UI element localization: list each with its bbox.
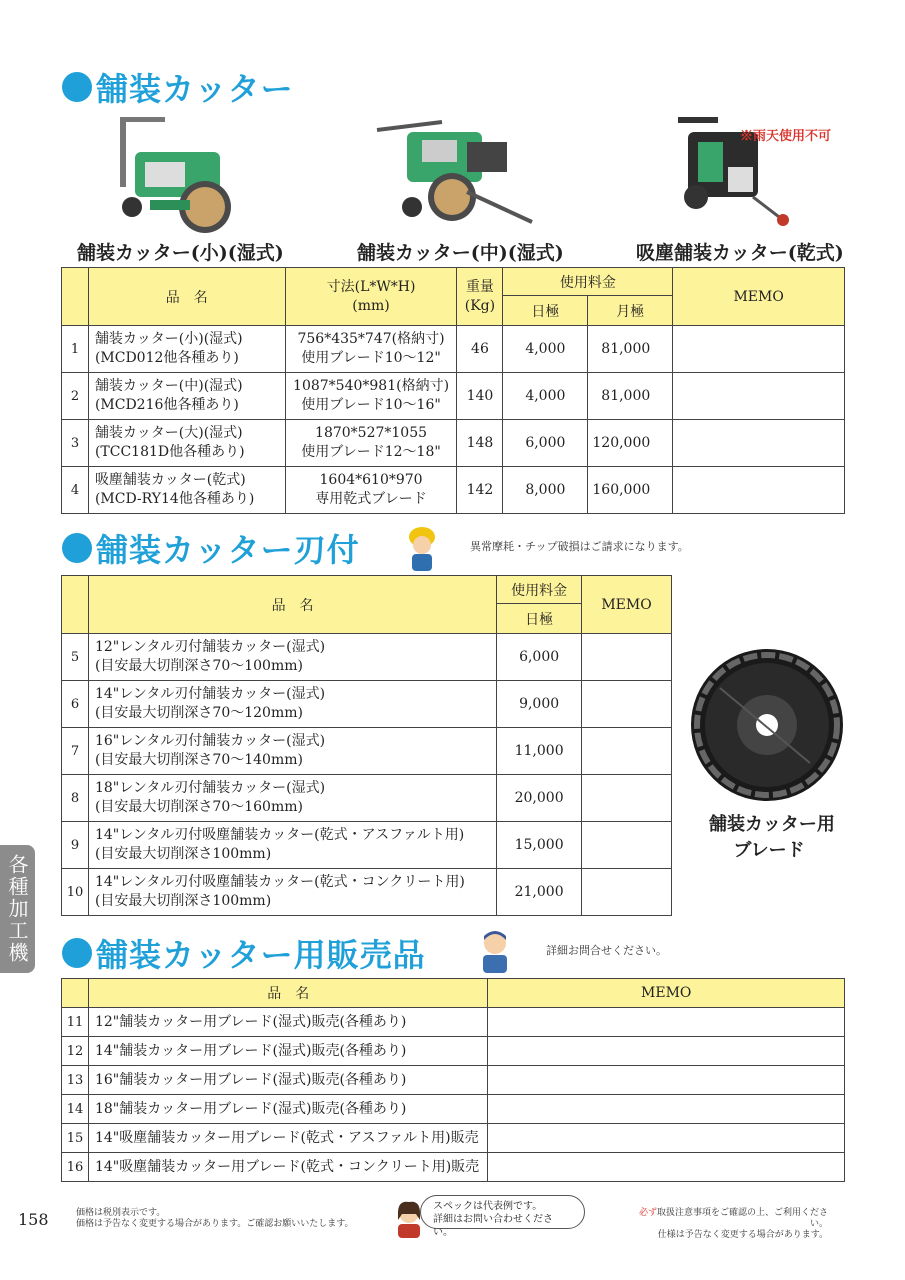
section-title-paving-cutter: 舗装カッター — [62, 64, 294, 110]
paving-cutter-table — [61, 267, 845, 514]
table-row: 9 14"レンタル刃付吸塵舗装カッター(乾式・アスファルト用) (目安最大切削深さ100mm) 15,000 — [62, 822, 672, 869]
table-row: 16 14"吸塵舗装カッター用ブレード(乾式・コンクリート用)販売 — [62, 1153, 845, 1182]
table-row: 14 18"舗装カッター用ブレード(湿式)販売(各種あり) — [62, 1095, 845, 1124]
bullet-icon — [62, 72, 92, 102]
bullet-icon — [62, 533, 92, 563]
header-memo: MEMO — [488, 979, 845, 1008]
table-row: 11 12"舗装カッター用ブレード(湿式)販売(各種あり) — [62, 1008, 845, 1037]
header-memo: MEMO — [582, 576, 672, 634]
header-weight: 重量 (Kg) — [457, 268, 503, 326]
table-row: 5 12"レンタル刃付舗装カッター(湿式) (目安最大切削深さ70～100mm) 6,000 — [62, 634, 672, 681]
side-tab-processing-machines[interactable]: 各種加工機 — [0, 845, 35, 973]
caption-small-cutter: 舗装カッター(小)(湿式) — [77, 242, 284, 264]
table-row: 10 14"レンタル刃付吸塵舗装カッター(乾式・コンクリート用) (目安最大切削深さ100mm) 21,000 — [62, 869, 672, 916]
table-row: 7 16"レンタル刃付舗装カッター(湿式) (目安最大切削深さ70～140mm) 11,000 — [62, 728, 672, 775]
header-daily: 日極 — [503, 296, 588, 326]
header-fee: 使用料金 — [503, 268, 673, 296]
table-row: 2 舗装カッター(中)(湿式) (MCD216他各種あり) 1087*540*981(格納寸) 使用ブレード10～16" 140 4,000 81,000 — [62, 373, 845, 420]
table-row: 13 16"舗装カッター用ブレード(湿式)販売(各種あり) — [62, 1066, 845, 1095]
small-cutter-photo — [110, 112, 240, 237]
page-number: 158 — [18, 1210, 49, 1229]
header-monthly: 月極 — [588, 296, 673, 326]
caption-medium-cutter: 舗装カッター(中)(湿式) — [357, 242, 564, 264]
sales-items-table — [61, 978, 845, 1182]
spec-bubble: スペックは代表例です。 詳細はお問い合わせください。 — [420, 1195, 585, 1229]
caption-dust-cutter: 吸塵舗装カッター(乾式) — [636, 242, 844, 264]
wear-note: 異常摩耗・チップ破損はご請求になります。 — [470, 540, 689, 553]
inquiry-note: 詳細お問合せください。 — [546, 944, 667, 957]
rain-warning: ※雨天使用不可 — [740, 129, 832, 144]
section-title-sales-items: 舗装カッター用販売品 — [62, 930, 426, 976]
header-memo: MEMO — [673, 268, 845, 326]
table-row: 12 14"舗装カッター用ブレード(湿式)販売(各種あり) — [62, 1037, 845, 1066]
footer-price-note: 価格は税別表示です。 価格は予告なく変更する場合があります。ご確認お願いいたします。 — [76, 1208, 354, 1229]
section-title-cutter-with-blade: 舗装カッター刃付 — [62, 525, 360, 571]
header-name: 品 名 — [88, 576, 496, 634]
header-name: 品 名 — [88, 268, 285, 326]
header-fee: 使用料金 — [497, 576, 582, 604]
table-row: 6 14"レンタル刃付舗装カッター(湿式) (目安最大切削深さ70～120mm) 9,000 — [62, 681, 672, 728]
diamond-blade-photo — [690, 648, 845, 803]
staff-avatar-icon — [475, 928, 515, 974]
footer-caution-note: 必ず取扱注意事項をご確認の上、ご利用ください。 仕様は予告なく変更する場合があります。 — [638, 1208, 828, 1240]
bullet-icon — [62, 938, 92, 968]
blade-caption: 舗装カッター用 ブレード — [709, 814, 835, 861]
cutter-with-blade-table — [61, 575, 672, 916]
header-name: 品 名 — [88, 979, 487, 1008]
medium-cutter-photo — [372, 112, 537, 237]
table-row: 4 吸塵舗装カッター(乾式) (MCD-RY14他各種あり) 1604*610*970 専用乾式ブレード 142 8,000 160,000 — [62, 467, 845, 514]
table-row: 1 舗装カッター(小)(湿式) (MCD012他各種あり) 756*435*747(格納寸) 使用ブレード10～12" 46 4,000 81,000 — [62, 326, 845, 373]
table-row: 3 舗装カッター(大)(湿式) (TCC181D他各種あり) 1870*527*1055 使用ブレード12～18" 148 6,000 120,000 — [62, 420, 845, 467]
header-size: 寸法(L*W*H) (mm) — [285, 268, 457, 326]
table-row: 8 18"レンタル刃付舗装カッター(湿式) (目安最大切削深さ70～160mm) 20,000 — [62, 775, 672, 822]
worker-helmet-icon — [404, 523, 440, 573]
table-row: 15 14"吸塵舗装カッター用ブレード(乾式・アスファルト用)販売 — [62, 1124, 845, 1153]
header-daily: 日極 — [497, 604, 582, 634]
